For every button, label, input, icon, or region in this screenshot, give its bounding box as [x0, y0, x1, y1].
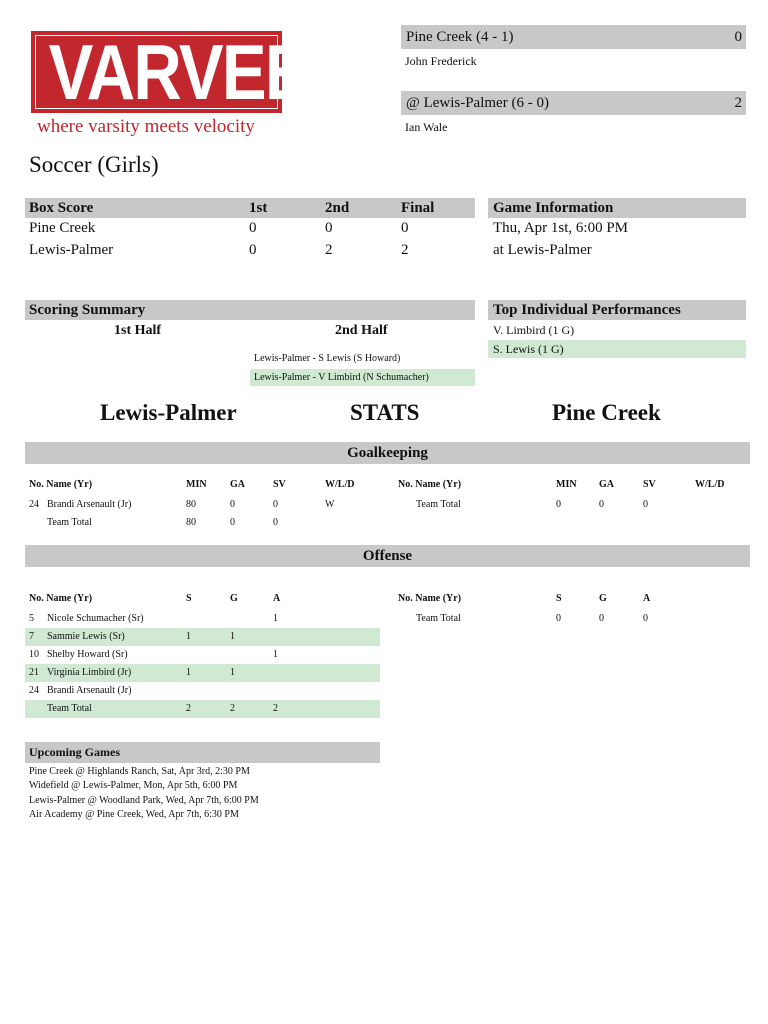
- box-score-value: 0: [249, 220, 257, 236]
- gk-col-min: MIN: [186, 479, 207, 490]
- scoring-summary-title: Scoring Summary: [29, 302, 146, 318]
- off-team-total: Team Total: [47, 703, 92, 714]
- off-number: 21: [29, 667, 39, 678]
- page-title: Soccer (Girls): [29, 152, 159, 177]
- home-coach: John Frederick: [405, 54, 477, 68]
- box-score-value: 2: [325, 242, 333, 258]
- upcoming-games-title: Upcoming Games: [29, 745, 120, 759]
- off-g: 2: [230, 703, 235, 714]
- offense-header: Offense: [25, 545, 750, 567]
- home-team-bar: [401, 25, 746, 49]
- home-team-score: 0: [734, 29, 742, 45]
- second-half-label: 2nd Half: [335, 323, 388, 338]
- home-team-label: Pine Creek (4 - 1): [406, 29, 514, 45]
- off-s: 1: [186, 667, 191, 678]
- off-number: 10: [29, 649, 39, 660]
- off-team-total: Team Total: [416, 613, 461, 624]
- away-team-bar: [401, 91, 746, 115]
- off-a: 1: [273, 613, 278, 624]
- off-col-g: G: [230, 593, 238, 604]
- gk-number: 24: [29, 499, 39, 510]
- off-col-s: S: [186, 593, 192, 604]
- top-performance-item: V. Limbird (1 G): [493, 323, 575, 337]
- off-col-name: No. Name (Yr): [29, 593, 93, 604]
- gk-sv: 0: [643, 499, 648, 510]
- first-half-label: 1st Half: [114, 323, 162, 338]
- off-col-a: A: [273, 593, 281, 604]
- top-performances-header: [488, 300, 746, 320]
- off-number: 7: [29, 631, 34, 642]
- off-s: 0: [556, 613, 561, 624]
- scoring-goal: Lewis-Palmer - V Limbird (N Schumacher): [250, 369, 475, 386]
- upcoming-games-header: [25, 742, 380, 763]
- off-player-name: Nicole Schumacher (Sr): [47, 613, 144, 624]
- upcoming-game: Air Academy @ Pine Creek, Wed, Apr 7th, 6:30 PM: [29, 809, 239, 820]
- game-location: at Lewis-Palmer: [493, 242, 592, 258]
- off-g: 0: [599, 613, 604, 624]
- stats-left-team: Lewis-Palmer: [100, 400, 237, 425]
- off-col-name: No. Name (Yr): [398, 593, 462, 604]
- gk-min: 80: [186, 517, 196, 528]
- off-a: 0: [643, 613, 648, 624]
- top-performances-title: Top Individual Performances: [493, 302, 681, 318]
- gk-team-total: Team Total: [416, 499, 461, 510]
- off-player-name: Virginia Limbird (Jr): [47, 667, 132, 678]
- off-number: 5: [29, 613, 34, 624]
- off-g: 1: [230, 667, 235, 678]
- gk-col-wld: W/L/D: [325, 479, 355, 490]
- logo-tagline: where varsity meets velocity: [37, 116, 255, 137]
- off-s: 2: [186, 703, 191, 714]
- upcoming-game: Widefield @ Lewis-Palmer, Mon, Apr 5th, 6:00 PM: [29, 780, 238, 791]
- top-performance-item: S. Lewis (1 G): [488, 340, 746, 358]
- off-col-a: A: [643, 593, 651, 604]
- off-number: 24: [29, 685, 39, 696]
- box-score-title: Box Score: [29, 200, 94, 216]
- logo: VARVEE: [48, 28, 308, 116]
- game-info-title: Game Information: [493, 200, 614, 216]
- box-score-col-2nd: 2nd: [325, 200, 350, 216]
- off-player-name: Sammie Lewis (Sr): [47, 631, 125, 642]
- away-coach: Ian Wale: [405, 120, 448, 134]
- away-team-score: 2: [734, 95, 742, 111]
- off-s: 1: [186, 631, 191, 642]
- box-score-value: 0: [401, 220, 409, 236]
- box-score-team: Lewis-Palmer: [29, 242, 114, 258]
- box-score-value: 0: [325, 220, 333, 236]
- gk-col-sv: SV: [643, 479, 656, 490]
- goalkeeping-header: Goalkeeping: [25, 442, 750, 464]
- box-score-value: 0: [249, 242, 257, 258]
- gk-col-ga: GA: [230, 479, 245, 490]
- off-col-g: G: [599, 593, 607, 604]
- box-score-col-final: Final: [401, 200, 435, 216]
- gk-col-min: MIN: [556, 479, 577, 490]
- off-col-s: S: [556, 593, 562, 604]
- gk-col-name: No. Name (Yr): [398, 479, 462, 490]
- game-info-header: [488, 198, 746, 218]
- gk-col-name: No. Name (Yr): [29, 479, 93, 490]
- gk-col-sv: SV: [273, 479, 286, 490]
- upcoming-game: Lewis-Palmer @ Woodland Park, Wed, Apr 7th, 6:00 PM: [29, 795, 259, 806]
- box-score-header: [25, 198, 475, 218]
- box-score-col-1st: 1st: [249, 200, 268, 216]
- off-g: 1: [230, 631, 235, 642]
- box-score-value: 2: [401, 242, 409, 258]
- gk-ga: 0: [230, 517, 235, 528]
- gk-wld: W: [325, 499, 335, 510]
- off-player-name: Shelby Howard (Sr): [47, 649, 128, 660]
- off-player-name: Brandi Arsenault (Jr): [47, 685, 132, 696]
- gk-sv: 0: [273, 517, 278, 528]
- scoring-goal: Lewis-Palmer - S Lewis (S Howard): [254, 353, 401, 364]
- away-team-label: @ Lewis-Palmer (6 - 0): [406, 95, 549, 111]
- scoring-summary-header: [25, 300, 475, 320]
- gk-col-ga: GA: [599, 479, 614, 490]
- game-date: Thu, Apr 1st, 6:00 PM: [493, 220, 629, 236]
- gk-min: 80: [186, 499, 196, 510]
- stats-title: STATS: [350, 400, 420, 425]
- gk-player-name: Brandi Arsenault (Jr): [47, 499, 132, 510]
- gk-min: 0: [556, 499, 561, 510]
- gk-sv: 0: [273, 499, 278, 510]
- off-a: 1: [273, 649, 278, 660]
- gk-ga: 0: [599, 499, 604, 510]
- upcoming-game: Pine Creek @ Highlands Ranch, Sat, Apr 3rd, 2:30 PM: [29, 766, 250, 777]
- box-score-team: Pine Creek: [29, 220, 96, 236]
- stats-right-team: Pine Creek: [552, 400, 661, 425]
- gk-ga: 0: [230, 499, 235, 510]
- gk-col-wld: W/L/D: [695, 479, 725, 490]
- off-a: 2: [273, 703, 278, 714]
- gk-team-total: Team Total: [47, 517, 92, 528]
